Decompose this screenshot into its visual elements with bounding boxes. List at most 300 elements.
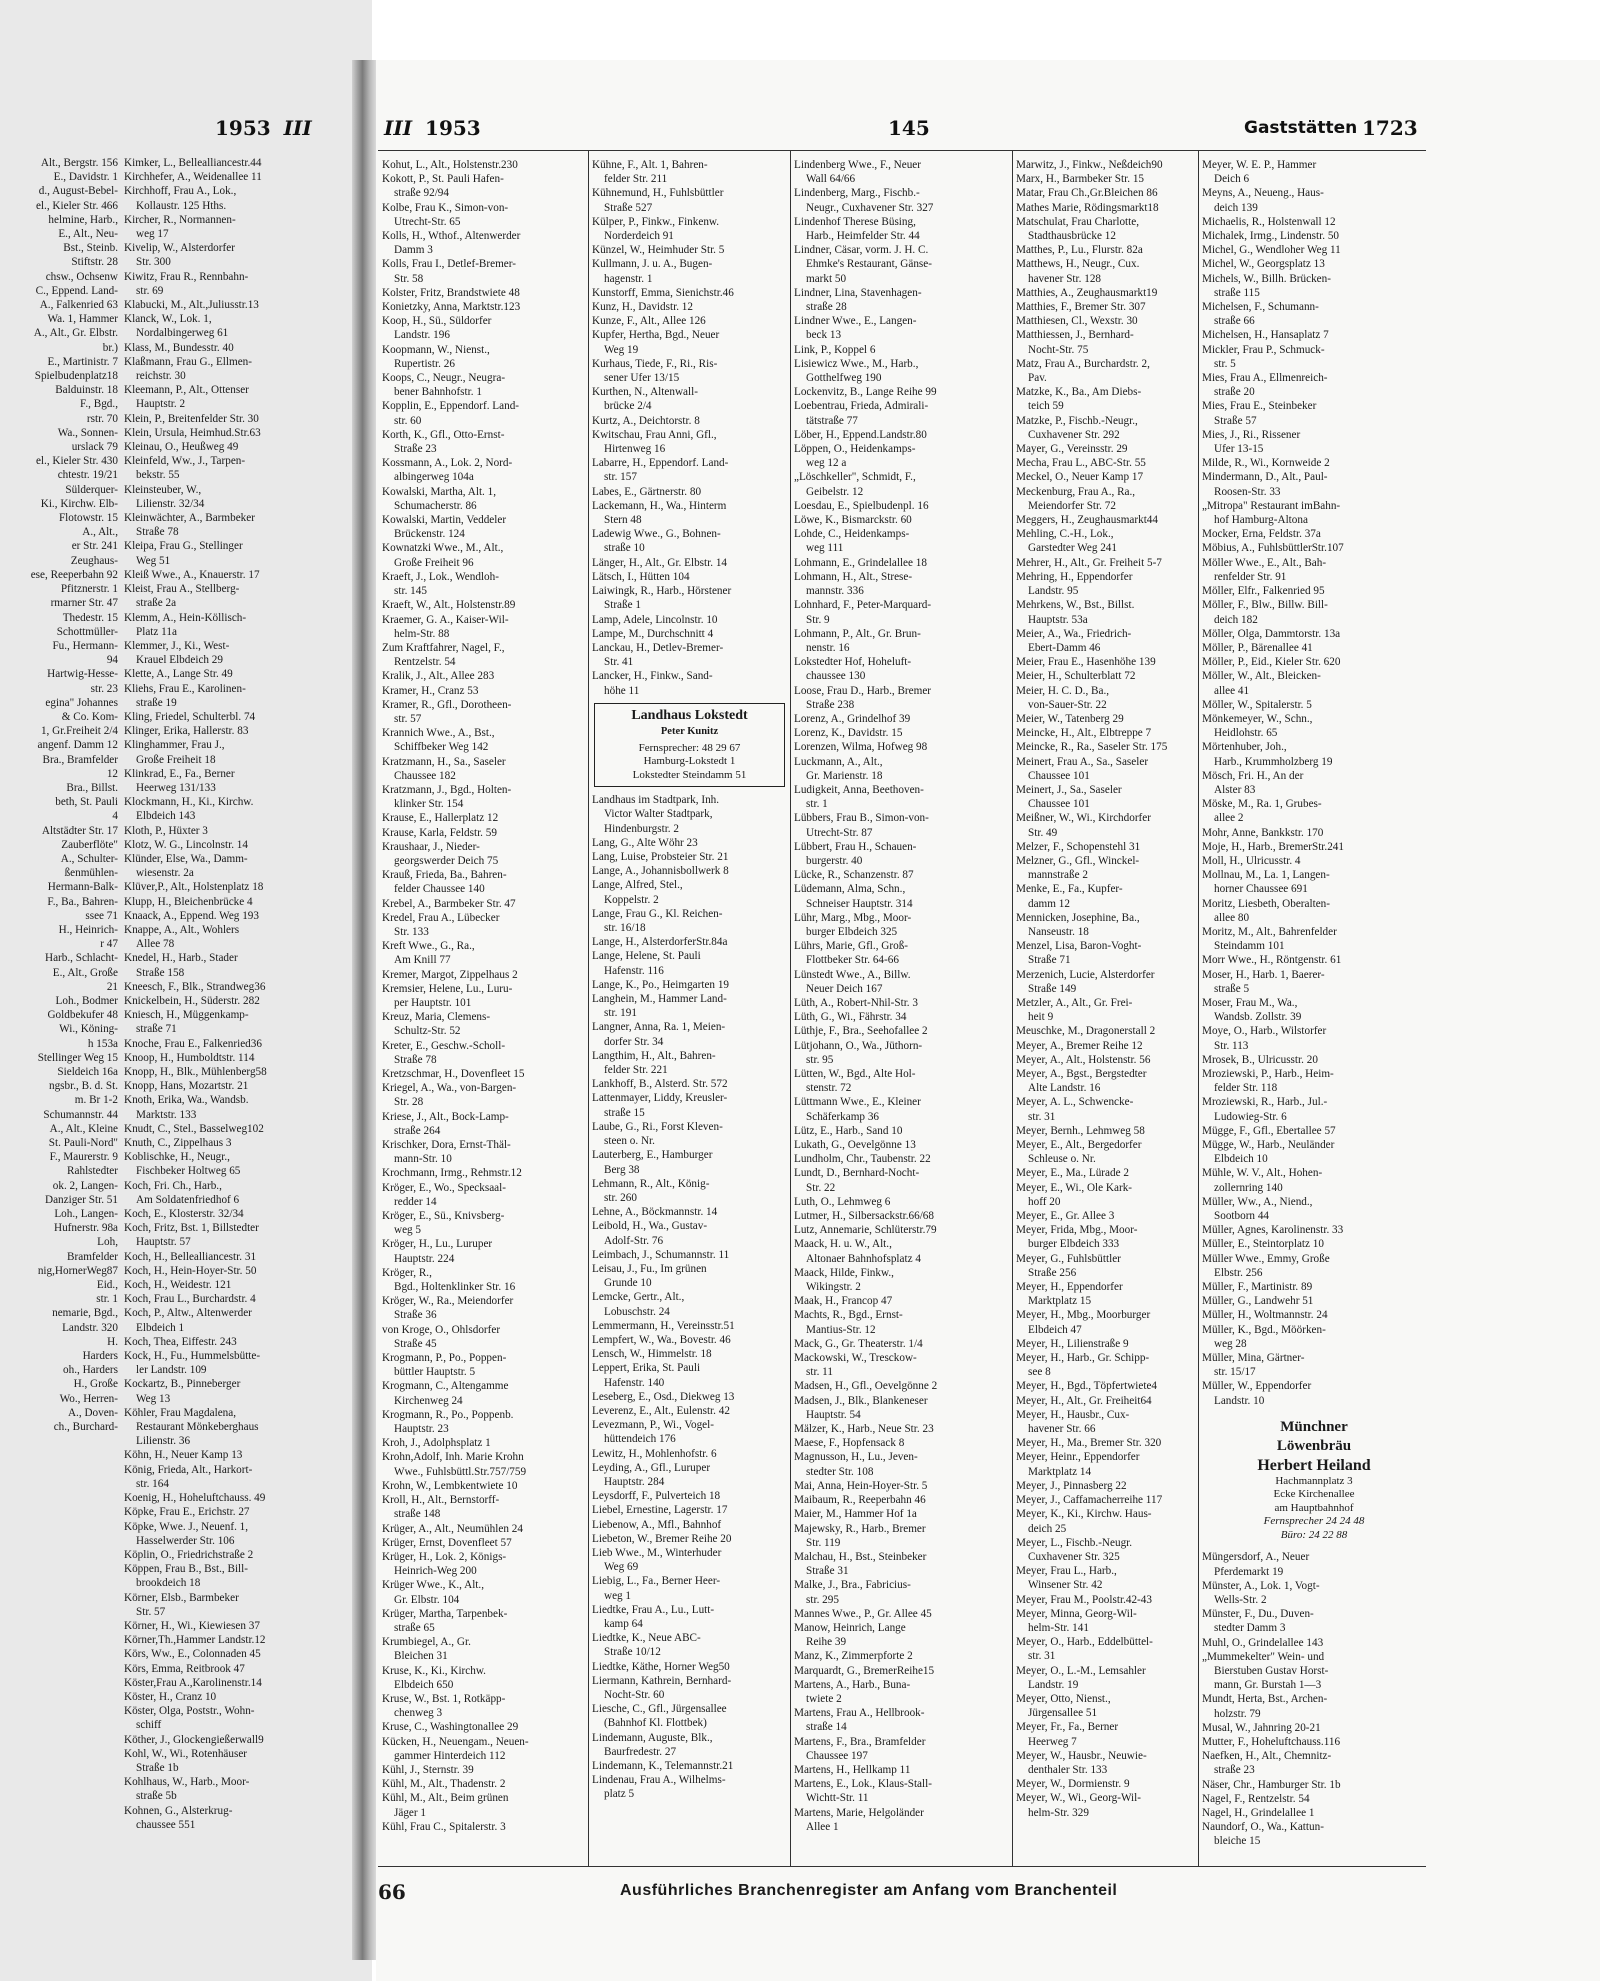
directory-entry-line: egina" Johannes xyxy=(45,696,118,709)
directory-entry-line: Neugr., Cuxhavener Str. 327 xyxy=(806,201,934,214)
directory-entry-line: Martens, F., Bra., Bramfelder xyxy=(794,1735,926,1748)
directory-entry-line: Kröger, E., Wo., Specksaal- xyxy=(382,1181,506,1194)
directory-entry-line: Lutz, Annemarie, Schlüterstr.79 xyxy=(794,1224,937,1237)
directory-entry-line: Loh., Langen- xyxy=(54,1208,118,1221)
directory-entry-line: Lensch, W., Himmelstr. 18 xyxy=(592,1348,712,1361)
directory-entry-line: straße 148 xyxy=(394,1508,441,1521)
directory-entry-line: Muhl, O., Grindelallee 143 xyxy=(1202,1636,1324,1649)
directory-entry-line: Kwitschau, Frau Anni, Gfl., xyxy=(592,428,717,441)
directory-entry-line: Lange, Frau G., Kl. Reichen- xyxy=(592,907,723,920)
directory-entry-line: nig,HornerWeg87 xyxy=(37,1264,118,1277)
directory-entry-line: Krohn, W., Lembkentwiete 10 xyxy=(382,1479,518,1492)
directory-entry-line: Leimbach, J., Schumannstr. 11 xyxy=(592,1248,730,1261)
directory-entry-line: Sülderquer- xyxy=(65,483,118,496)
directory-entry-line: Utrecht-Str. 87 xyxy=(806,826,873,839)
directory-entry-line: Martens, H., Hellkamp 11 xyxy=(794,1763,911,1776)
directory-entry-line: Jürgensallee 51 xyxy=(1028,1707,1098,1720)
directory-entry-line: Klabucki, M., Alt.,Juliusstr.13 xyxy=(124,299,259,312)
directory-entry-line: brookdeich 18 xyxy=(136,1577,201,1590)
directory-entry-line: Matthiessen, J., Bernhard- xyxy=(1016,329,1134,342)
directory-entry-line: Koch, H., Hein-Hoyer-Str. 50 xyxy=(124,1264,257,1277)
directory-entry-line: el., Kieler Str. 430 xyxy=(35,455,118,468)
directory-entry-line: Lamp, Adele, Lincolnstr. 10 xyxy=(592,613,718,626)
directory-entry-line: Lindner, Cäsar, vorm. J. H. C. xyxy=(794,244,929,257)
directory-entry-line: Baurfredestr. 27 xyxy=(604,1745,677,1758)
left-page-fragments xyxy=(0,156,118,1876)
directory-entry-line: Löwe, K., Bismarckstr. 60 xyxy=(794,514,912,527)
directory-entry-line: Menke, E., Fa., Kupfer- xyxy=(1016,883,1123,896)
directory-entry-line: str. 260 xyxy=(604,1191,637,1204)
directory-entry-line: Lohnhard, F., Peter-Marquard- xyxy=(794,599,932,612)
column-4 xyxy=(794,158,1009,1866)
directory-entry-line: Marwitz, J., Finkw., Neßdeich90 xyxy=(1016,159,1163,171)
directory-entry-line: Klein, Ursula, Heimhud.Str.63 xyxy=(124,426,261,439)
directory-entry-line: Liedtke, Käthe, Horner Weg50 xyxy=(592,1660,730,1673)
directory-entry-line: Möller, W., Alt., Bleicken- xyxy=(1202,670,1321,683)
directory-entry-line: str. 23 xyxy=(90,682,118,695)
directory-entry-line: Kohl, W., Wi., Rotenhäuser xyxy=(124,1747,248,1760)
directory-entry-line: Mickler, Frau P., Schmuck- xyxy=(1202,343,1325,356)
directory-entry-line: Lohmann, E., Grindelallee 18 xyxy=(794,556,927,569)
directory-entry-line: Meyer, O., Harb., Eddelbüttel- xyxy=(1016,1636,1153,1649)
directory-entry-line: Ufer 13-15 xyxy=(1214,443,1264,456)
directory-entry-line: Koch, Fri. Ch., Harb., xyxy=(124,1179,222,1192)
directory-entry-line: Knopp, H., Blk., Mühlenberg58 xyxy=(124,1066,267,1078)
directory-entry-line: Labarre, H., Eppendorf. Land- xyxy=(592,457,729,470)
directory-entry-line: r 47 xyxy=(100,938,118,951)
directory-entry-line: see 8 xyxy=(1028,1366,1051,1379)
directory-entry-line: Lübbers, Frau B., Simon-von- xyxy=(794,812,929,825)
directory-entry-line: Koop, H., Sü., Süldorfer xyxy=(382,315,492,328)
directory-entry-line: Matar, Frau Ch.,Gr.Bleichen 86 xyxy=(1016,187,1158,200)
directory-entry-line: Lücke, R., Schanzenstr. 87 xyxy=(794,869,914,882)
directory-entry-line: Krogmann, C., Altengamme xyxy=(382,1380,509,1393)
directory-entry-line: sener Ufer 13/15 xyxy=(604,372,680,385)
directory-entry-line: chaussee 551 xyxy=(136,1818,196,1831)
directory-entry-line: straße 10 xyxy=(604,542,645,555)
directory-entry-line: Meyer, W., Hausbr., Neuwie- xyxy=(1016,1749,1147,1762)
directory-entry-line: Mügge, W., Harb., Neuländer xyxy=(1202,1139,1335,1152)
directory-entry-line: A., Doven- xyxy=(67,1406,118,1419)
directory-entry-line: Meier, W., Tatenberg 29 xyxy=(1016,712,1124,725)
directory-entry-line: Victor Walter Stadtpark, xyxy=(604,808,713,821)
directory-entry-line: Str. 41 xyxy=(604,656,634,669)
directory-entry-line: Liedtke, Frau A., Lu., Lutt- xyxy=(592,1603,715,1616)
directory-entry-line: Meincke, R., Ra., Saseler Str. 175 xyxy=(1016,741,1168,754)
directory-entry-line: Köppen, Frau B., Bst., Bill- xyxy=(124,1563,248,1576)
directory-entry-line: Hasselwerder Str. 106 xyxy=(136,1534,235,1547)
directory-entry-line: Lüthje, F., Bra., Seehofallee 2 xyxy=(794,1025,928,1038)
directory-entry-line: Länger, H., Alt., Gr. Elbstr. 14 xyxy=(592,556,728,569)
directory-entry-line: Kühne, F., Alt. 1, Bahren- xyxy=(592,159,708,171)
directory-entry-line: Sieldeich 16a xyxy=(57,1066,118,1078)
directory-entry-line: Matthes, P., Lu., Flurstr. 82a xyxy=(1016,244,1143,257)
directory-entry-line: Altstädter Str. 17 xyxy=(41,824,118,837)
directory-entry-line: Kupfer, Hertha, Bgd., Neuer xyxy=(592,329,720,342)
directory-entry-line: Alt., Bergstr. 156 xyxy=(40,157,118,169)
directory-entry-line: Reihe 39 xyxy=(806,1636,847,1649)
directory-entry-line: Kraeft, J., Lok., Wendloh- xyxy=(382,570,499,583)
directory-entry-line: Klemmer, J., Ki., West- xyxy=(124,639,230,652)
directory-entry-line: havener Str. 66 xyxy=(1028,1423,1096,1436)
directory-entry-line: Schottmüller- xyxy=(56,625,118,638)
directory-entry-line: stedter Damm 3 xyxy=(1214,1622,1286,1635)
column-5 xyxy=(1016,158,1196,1866)
directory-entry-line: Müller, E., Steintorplatz 10 xyxy=(1202,1238,1324,1251)
directory-entry-line: Kopplin, E., Eppendorf. Land- xyxy=(382,400,520,413)
directory-entry-line: Morr Wwe., H., Röntgenstr. 61 xyxy=(1202,954,1342,967)
directory-entry-line: str. 57 xyxy=(394,712,422,725)
directory-entry-line: bener Bahnhofstr. 1 xyxy=(394,386,482,399)
directory-entry-line: Müngersdorf, A., Neuer xyxy=(1202,1551,1310,1564)
directory-entry-line: Langhein, M., Hammer Land- xyxy=(592,993,727,1006)
directory-entry-line: straße 23 xyxy=(1214,1764,1255,1777)
ad-city: Hamburg-Lokstedt 1 xyxy=(643,755,736,768)
directory-entry-line: Wa., Sonnen- xyxy=(57,426,118,439)
directory-entry-line: Mai, Anna, Hein-Hoyer-Str. 5 xyxy=(794,1479,928,1492)
directory-entry-line: Michelsen, F., Schumann- xyxy=(1202,301,1319,314)
directory-entry-line: Krüger Wwe., K., Alt., xyxy=(382,1579,485,1592)
directory-entry-line: Wichtt-Str. 11 xyxy=(806,1792,869,1805)
directory-entry-line: Köhler, Frau Magdalena, xyxy=(124,1406,237,1419)
directory-entry-line: Krauß, Frieda, Ba., Bahren- xyxy=(382,869,507,882)
directory-entry-line: Schäferkamp 36 xyxy=(806,1110,880,1123)
directory-entry-line: Mathes Marie, Rödingsmarkt18 xyxy=(1016,201,1159,214)
directory-entry-line: Künzel, W., Heimhuder Str. 5 xyxy=(592,244,725,257)
directory-entry-line: Loose, Frau D., Harb., Bremer xyxy=(794,684,932,697)
directory-entry-line: Kockartz, B., Pinneberger xyxy=(124,1378,241,1391)
directory-entry-line: str. 15/17 xyxy=(1214,1366,1256,1379)
directory-entry-line: Maier, M., Hammer Hof 1a xyxy=(794,1508,917,1521)
directory-entry-line: helmine, Harb., xyxy=(48,213,118,226)
directory-entry-line: Matthews, H., Neugr., Cux. xyxy=(1016,258,1140,271)
directory-entry-line: str. 69 xyxy=(136,284,164,297)
directory-entry-line: Koch, Frau L., Burchardstr. 4 xyxy=(124,1293,256,1306)
directory-entry-line: Kremsier, Helene, Lu., Luru- xyxy=(382,982,513,995)
directory-entry-line: Krohn,Adolf, Inh. Marie Krohn xyxy=(382,1451,524,1464)
directory-entry-line: Moye, O., Harb., Wilstorfer xyxy=(1202,1025,1327,1038)
directory-entry-line: Nocht-Str. 75 xyxy=(1028,343,1089,356)
directory-entry-line: er Str. 241 xyxy=(71,540,118,553)
directory-entry-line: Kiwitz, Frau R., Rennbahn- xyxy=(124,270,249,283)
directory-entry-line: Hermann-Balk- xyxy=(47,881,118,894)
directory-entry-line: Chaussee 182 xyxy=(394,769,456,782)
directory-entry-line: Meuschke, M., Dragonerstall 2 xyxy=(1016,1025,1156,1038)
directory-entry-line: Kurtz, A., Deichtorstr. 8 xyxy=(592,414,700,427)
directory-entry-line: Maese, F., Hopfensack 8 xyxy=(794,1437,905,1450)
directory-entry-line: Goldbekufer 48 xyxy=(47,1009,118,1022)
directory-entry-line: Meyer, Heinr., Eppendorfer xyxy=(1016,1451,1140,1464)
directory-entry-line: ngsbr., B. d. St. xyxy=(48,1080,118,1093)
directory-entry-line: Moser, H., Harb. 1, Baerer- xyxy=(1202,968,1325,981)
directory-entry-line: str. 16/18 xyxy=(604,922,646,935)
directory-entry-line: Lünstedt Wwe., A., Billw. xyxy=(794,968,911,981)
directory-entry-line: schiff xyxy=(136,1719,162,1732)
directory-entry-line: kamp 64 xyxy=(604,1618,643,1630)
directory-entry-line: albingerweg 104a xyxy=(394,471,474,484)
directory-entry-line: Wi., Köning- xyxy=(59,1023,118,1036)
directory-entry-line: Melzner, G., Gfl., Winckel- xyxy=(1016,854,1140,867)
directory-entry-line: Bgd., Holtenklinker Str. 16 xyxy=(394,1281,516,1294)
directory-entry-line: Lilienstr. 36 xyxy=(136,1435,191,1448)
directory-entry-line: Meyer, Frau L., Harb., xyxy=(1016,1565,1117,1578)
directory-entry-line: Meyer, H., Hausbr., Cux- xyxy=(1016,1408,1130,1421)
directory-entry-line: Meyer, Bernh., Lehmweg 58 xyxy=(1016,1124,1145,1137)
directory-entry-line: Str. 300 xyxy=(136,256,171,269)
directory-entry-line: Kraeft, W., Alt., Holstenstr.89 xyxy=(382,599,516,612)
directory-entry-line: Kruse, W., Bst. 1, Rotkäpp- xyxy=(382,1692,506,1705)
directory-entry-line: Mösch, Fri. H., An der xyxy=(1202,769,1304,782)
directory-entry-line: per Hauptstr. 101 xyxy=(394,996,472,1009)
directory-entry-line: str. 1 xyxy=(806,798,828,811)
directory-entry-line: Meyer, J., Caffamacherreihe 117 xyxy=(1016,1494,1163,1507)
directory-entry-line: Link, P., Koppel 6 xyxy=(794,343,876,356)
directory-entry-line: Hafenstr. 140 xyxy=(604,1376,665,1389)
directory-entry-line: Kriegel, A., Wa., von-Bargen- xyxy=(382,1082,517,1095)
directory-entry-line: Zum Kraftfahrer, Nagel, F., xyxy=(382,641,505,654)
directory-entry-line: el., Kieler Str. 466 xyxy=(35,199,118,212)
directory-entry-line: Köster, H., Cranz 10 xyxy=(124,1690,217,1703)
directory-entry-line: Lankhoff, B., Alsterd. Str. 572 xyxy=(592,1078,728,1091)
directory-entry-line: Müller, H., Woltmannstr. 24 xyxy=(1202,1309,1328,1322)
directory-entry-line: 12 xyxy=(106,767,118,780)
directory-entry-line: stenstr. 72 xyxy=(806,1082,852,1095)
directory-entry-line: Knudt, C., Stel., Basselweg102 xyxy=(124,1122,264,1135)
directory-entry-line: E., Alt., Neu- xyxy=(58,228,118,241)
directory-entry-line: Große Freiheit 18 xyxy=(136,753,216,766)
directory-entry-line: Lattenmayer, Liddy, Kreusler- xyxy=(592,1092,728,1105)
directory-entry-line: Hartwig-Hesse- xyxy=(47,668,118,681)
directory-entry-line: weg 12 a xyxy=(806,457,847,470)
directory-entry-line: Wwe., Fuhlsbüttl.Str.757/759 xyxy=(394,1465,527,1478)
directory-entry-line: Meyer, W., Wi., Georg-Wil- xyxy=(1016,1792,1142,1805)
directory-entry-line: Luth, O., Lehmweg 6 xyxy=(794,1195,891,1208)
directory-entry-line: Knaack, A., Eppend. Weg 193 xyxy=(124,909,259,922)
directory-entry-line: dorfer Str. 34 xyxy=(604,1035,664,1048)
directory-entry-line: Bramfelder xyxy=(67,1250,118,1263)
directory-entry-line: Klüver,P., Alt., Holstenplatz 18 xyxy=(124,881,264,894)
directory-entry-line: mann-Str. 10 xyxy=(394,1153,452,1166)
directory-entry-line: Knopp, Hans, Mozartstr. 21 xyxy=(124,1080,249,1093)
directory-entry-line: Kretzschmar, H., Dovenfleet 15 xyxy=(382,1068,525,1080)
directory-entry-line: Lisiewicz Wwe., M., Harb., xyxy=(794,357,919,370)
directory-entry-line: Mies, Frau E., Steinbeker xyxy=(1202,400,1317,413)
directory-entry-line: Straße 527 xyxy=(604,201,653,214)
directory-entry-line: Kralik, J., Alt., Allee 283 xyxy=(382,670,495,683)
directory-entry-line: wiesenstr. 2a xyxy=(136,867,194,880)
directory-entry-line: Hauptstr. 23 xyxy=(394,1423,449,1436)
directory-entry-line: gammer Hinterdeich 112 xyxy=(394,1749,506,1762)
directory-entry-line: Kunstorff, Emma, Sienichstr.46 xyxy=(592,286,734,299)
directory-entry-line: Manow, Heinrich, Lange xyxy=(794,1621,906,1634)
directory-entry-line: Meyer, W. E. P., Hammer xyxy=(1202,159,1317,171)
directory-entry-line: Matz, Frau A., Burchardstr. 2, xyxy=(1016,357,1150,370)
directory-entry-line: Köhn, H., Neuer Kamp 13 xyxy=(124,1449,243,1462)
directory-entry-line: Kühl, J., Sternstr. 39 xyxy=(382,1763,474,1776)
directory-entry-line: Krogmann, P., Po., Poppen- xyxy=(382,1352,507,1365)
directory-entry-line: Musal, W., Jahnring 20-21 xyxy=(1202,1721,1321,1734)
directory-entry-line: Meyer, A., Alt., Holstenstr. 56 xyxy=(1016,1053,1151,1066)
directory-entry-line: Meyer, Minna, Georg-Wil- xyxy=(1016,1607,1137,1620)
directory-entry-line: Lange, Helene, St. Pauli xyxy=(592,950,701,963)
directory-entry-line: Meyer, W., Dormienstr. 9 xyxy=(1016,1778,1130,1791)
directory-entry-line: Stiftstr. 28 xyxy=(71,256,118,269)
directory-entry-line: straße 5b xyxy=(136,1790,177,1803)
directory-entry-line: Leysdorff, F., Pulverteich 18 xyxy=(592,1490,721,1503)
directory-entry-line: Altonaer Bahnhofsplatz 4 xyxy=(806,1252,921,1265)
column-rule xyxy=(1012,150,1013,1867)
directory-entry-line: Kroh, J., Adolphsplatz 1 xyxy=(382,1437,491,1450)
column-2 xyxy=(382,158,584,1866)
section-title: Gaststätten xyxy=(1244,118,1358,138)
directory-entry-line: Liebel, Ernestine, Lagerstr. 17 xyxy=(592,1504,728,1517)
directory-entry-line: Naundorf, O., Wa., Kattun- xyxy=(1202,1821,1324,1834)
directory-entry-line: Meyer, Frida, Mbg., Moor- xyxy=(1016,1224,1138,1237)
directory-entry-line: Krannich Wwe., A., Bst., xyxy=(382,727,495,740)
directory-entry-line: Möller, P., Bärenallee 41 xyxy=(1202,641,1313,654)
directory-entry-line: Lemmermann, H., Vereinsstr.51 xyxy=(592,1319,735,1332)
directory-entry-line: Elbdeich 143 xyxy=(136,810,196,823)
directory-entry-line: Leyding, A., Gfl., Luruper xyxy=(592,1461,711,1474)
directory-entry-line: Lukath, G., Oevelgönne 13 xyxy=(794,1139,916,1152)
directory-entry-line: Straße 149 xyxy=(1028,982,1077,995)
directory-entry-line: Straße 45 xyxy=(394,1337,437,1350)
directory-entry-line: helm-Str. 329 xyxy=(1028,1806,1089,1819)
directory-entry-line: Maak, H., Francop 47 xyxy=(794,1295,893,1308)
directory-entry-line: „Löschkeller", Schmidt, F., xyxy=(794,471,916,484)
directory-entry-line: Mühle, W. V., Alt., Hohen- xyxy=(1202,1167,1323,1180)
directory-entry-line: straße 5 xyxy=(1214,982,1250,995)
directory-entry-line: bleiche 15 xyxy=(1214,1835,1261,1848)
directory-entry-line: Michaelis, R., Holstenwall 12 xyxy=(1202,215,1336,228)
directory-entry-line: rstr. 70 xyxy=(86,412,118,425)
directory-entry-line: A., Alt., xyxy=(82,526,118,539)
ad-office: Büro: 24 22 88 xyxy=(1280,1528,1348,1541)
directory-entry-line: Kredel, Frau A., Lübecker xyxy=(382,911,500,924)
directory-entry-line: Mayer, G., Vereinsstr. 29 xyxy=(1016,443,1128,456)
ad-address3: am Hauptbahnhof xyxy=(1274,1501,1354,1514)
directory-entry-line: Kircher, R., Normannen- xyxy=(124,213,236,226)
directory-entry-line: Kleist, Frau A., Stellberg- xyxy=(124,583,240,596)
directory-entry-line: Landstr. 320 xyxy=(62,1321,118,1334)
directory-entry-line: Koenig, H., Hoheluftchauss. 49 xyxy=(124,1492,266,1505)
directory-entry-line: Neuer Deich 167 xyxy=(806,982,883,995)
directory-entry-line: Am Soldatenfriedhof 6 xyxy=(136,1193,240,1206)
directory-entry-line: Michel, W., Georgsplatz 13 xyxy=(1202,258,1325,271)
directory-entry-line: Lührs, Marie, Gfl., Groß- xyxy=(794,940,909,953)
directory-entry-line: Kühl, M., Alt., Beim grünen xyxy=(382,1792,509,1805)
directory-entry-line: Straße 256 xyxy=(1028,1266,1077,1279)
directory-entry-line: Ludowieg-Str. 6 xyxy=(1214,1110,1287,1123)
directory-entry-line: str. 191 xyxy=(604,1007,637,1020)
directory-entry-line: Krüger, Martha, Tarpenbek- xyxy=(382,1607,508,1620)
directory-entry-line: Danziger Str. 51 xyxy=(44,1193,118,1206)
directory-entry-line: König, Frieda, Alt., Harkort- xyxy=(124,1463,253,1476)
directory-entry-line: h 153a xyxy=(87,1037,118,1050)
ad-owner: Peter Kunitz xyxy=(660,725,719,737)
directory-entry-line: Krochmann, Irmg., Rehmstr.12 xyxy=(382,1167,522,1180)
directory-entry-line: Liebeton, W., Bremer Reihe 20 xyxy=(592,1532,732,1545)
directory-entry-line: Schumacherstr. 86 xyxy=(394,499,477,512)
directory-entry-line: hof Hamburg-Altona xyxy=(1214,514,1308,527)
directory-entry-line: Nocht-Str. 60 xyxy=(604,1689,665,1702)
directory-entry-line: Langthim, H., Alt., Bahren- xyxy=(592,1049,716,1062)
directory-entry-line: Str. 9 xyxy=(806,613,830,626)
directory-entry-line: Löber, H., Eppend.Landstr.80 xyxy=(794,428,927,441)
directory-entry-line: Lundt, D., Bernhard-Nocht- xyxy=(794,1167,920,1180)
directory-entry-line: weg 1 xyxy=(604,1589,632,1602)
directory-entry-line: Kolls, Frau I., Detlef-Bremer- xyxy=(382,258,516,271)
directory-entry-line: Kivelip, W., Alsterdorfer xyxy=(124,242,235,255)
directory-entry-line: Hauptstr. 53a xyxy=(1028,613,1088,626)
directory-entry-line: chtestr. 19/21 xyxy=(57,469,118,482)
directory-entry-line: felder Str. 118 xyxy=(1214,1082,1278,1095)
directory-entry-line: weg 17 xyxy=(136,228,169,241)
directory-entry-line: Fischbeker Holtweg 65 xyxy=(136,1165,241,1178)
directory-entry-line: Lokstedter Hof, Hoheluft- xyxy=(794,656,912,669)
directory-entry-line: Wa. 1, Hammer xyxy=(47,313,118,326)
directory-entry-line: Kratzmann, H., Sa., Saseler xyxy=(382,755,506,768)
directory-entry-line: Leibold, H., Wa., Gustav- xyxy=(592,1220,708,1233)
directory-entry-line: Kollaustr. 125 Hths. xyxy=(136,199,227,212)
directory-entry-line: Moritz, M., Alt., Bahrenfelder xyxy=(1202,925,1337,938)
directory-entry-line: Lohmann, P., Alt., Gr. Brun- xyxy=(794,627,921,640)
directory-entry-line: Lüttmann Wwe., E., Kleiner xyxy=(794,1096,921,1109)
directory-entry-line: Koch, E., Klosterstr. 32/34 xyxy=(124,1208,244,1221)
directory-entry-line: Mies, Frau A., Ellmenreich- xyxy=(1202,372,1328,385)
directory-entry-line: Cuxhavener Str. 292 xyxy=(1028,428,1120,441)
directory-entry-line: straße 66 xyxy=(1214,315,1255,328)
directory-entry-line: mannstr. 336 xyxy=(806,585,864,598)
directory-entry-line: Kurthen, N., Altenwall- xyxy=(592,386,698,399)
directory-entry-line: d., August-Bebel- xyxy=(38,185,118,198)
directory-entry-line: Kunz, H., Davidstr. 12 xyxy=(592,301,693,314)
directory-entry-line: straße 92/94 xyxy=(394,187,449,200)
directory-entry-line: str. 157 xyxy=(604,471,637,484)
directory-entry-line: Straße 31 xyxy=(806,1565,849,1578)
directory-entry-line: Kreft Wwe., G., Ra., xyxy=(382,940,475,953)
directory-entry-line: Bra., Bramfelder xyxy=(42,753,118,766)
directory-entry-line: Meyer, E., Gr. Allee 3 xyxy=(1016,1210,1115,1223)
directory-entry-line: Kowalski, Martin, Veddeler xyxy=(382,514,507,527)
directory-entry-line: Str. 119 xyxy=(806,1536,841,1549)
directory-entry-line: Utrecht-Str. 65 xyxy=(394,215,461,228)
directory-entry-line: Mehrkens, W., Bst., Billst. xyxy=(1016,599,1135,612)
directory-entry-line: Meißner, W., Wi., Kirchdorfer xyxy=(1016,812,1151,825)
directory-entry-line: Kröger, E., Sü., Knivsberg- xyxy=(382,1210,505,1223)
directory-entry-line: deich 182 xyxy=(1214,613,1258,626)
directory-entry-line: Meyer, H., Harb., Gr. Schipp- xyxy=(1016,1352,1150,1365)
directory-entry-line: Lempfert, W., Wa., Bovestr. 46 xyxy=(592,1333,731,1346)
directory-entry-line: Meyer, H., Eppendorfer xyxy=(1016,1281,1123,1294)
directory-entry-line: georgswerder Deich 75 xyxy=(394,854,499,867)
directory-entry-line: Lindner, Lina, Stavenhagen- xyxy=(794,286,922,299)
directory-entry-line: Mohr, Anne, Bankkstr. 170 xyxy=(1202,826,1324,839)
directory-entry-line: hagenstr. 1 xyxy=(604,272,653,285)
directory-entry-line: Müller, K., Bgd., Möörken- xyxy=(1202,1323,1326,1336)
directory-entry-line: „Mummekelter" Wein- und xyxy=(1202,1650,1325,1663)
directory-entry-line: Meyer, H., Alt., Gr. Freiheit64 xyxy=(1016,1394,1152,1407)
directory-entry-line: Kock, H., Fu., Hummelsbütte- xyxy=(124,1350,261,1363)
directory-entry-line: urslack 79 xyxy=(71,441,118,454)
directory-entry-line: Weg 19 xyxy=(604,343,639,356)
directory-entry-line: Alster 83 xyxy=(1214,783,1256,796)
directory-entry-line: Kleinsteuber, W., xyxy=(124,483,202,496)
left-header-roman: III xyxy=(283,116,312,140)
directory-entry-line: Deich 6 xyxy=(1214,173,1250,186)
directory-entry-line: St. Pauli-Nord" xyxy=(48,1137,118,1150)
directory-entry-line: Meggers, H., Zeughausmarkt44 xyxy=(1016,514,1158,527)
